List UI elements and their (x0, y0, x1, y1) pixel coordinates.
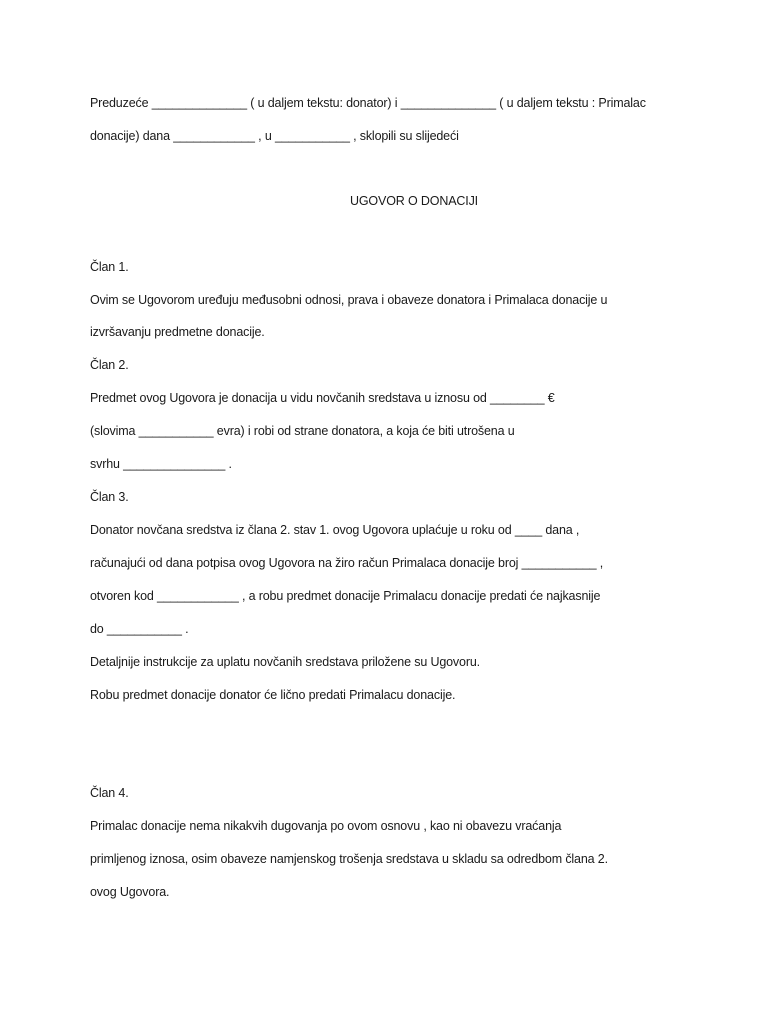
clan-3-heading: Član 3. (90, 490, 129, 504)
clan-4-heading: Član 4. (90, 786, 129, 800)
clan-2-line: Predmet ovog Ugovora je donacija u vidu novčanih sredstava u iznosu od ________ € (90, 391, 555, 405)
clan-2-heading: Član 2. (90, 358, 129, 372)
clan-2-line: (slovima ___________ evra) i robi od strane donatora, a koja će biti utrošena u (90, 424, 515, 438)
intro-line-2: donacije) dana ____________ , u ___________ , sklopili su slijedeći (90, 129, 459, 143)
clan-3-line: do ___________ . (90, 622, 189, 636)
clan-4-line: Primalac donacije nema nikakvih dugovanja po ovom osnovu , kao ni obavezu vraćanja (90, 819, 562, 833)
clan-1-line: Ovim se Ugovorom uređuju međusobni odnosi, prava i obaveze donatora i Primalaca donacije u (90, 293, 608, 307)
intro-line-1: Preduzeće ______________ ( u daljem tekstu: donator) i ______________ ( u daljem tekstu : Primalac (90, 96, 646, 110)
clan-3-line: računajući od dana potpisa ovog Ugovora na žiro račun Primalaca donacije broj ___________ , (90, 556, 604, 570)
clan-3-line: Robu predmet donacije donator će lično predati Primalacu donacije. (90, 688, 456, 702)
clan-1-heading: Član 1. (90, 260, 129, 274)
clan-3-line: Donator novčana sredstva iz člana 2. stav 1. ovog Ugovora uplaćuje u roku od ____ dana , (90, 523, 580, 537)
clan-4-line: ovog Ugovora. (90, 885, 170, 899)
clan-3-line: otvoren kod ____________ , a robu predmet donacije Primalacu donacije predati će najkasnije (90, 589, 601, 603)
clan-4-line: primljenog iznosa, osim obaveze namjenskog trošenja sredstava u skladu sa odredbom člana 2. (90, 852, 608, 866)
document-title: UGOVOR O DONACIJI (349, 194, 479, 208)
clan-1-line: izvršavanju predmetne donacije. (90, 325, 265, 339)
clan-2-line: svrhu _______________ . (90, 457, 232, 471)
clan-3-line: Detaljnije instrukcije za uplatu novčanih sredstava priložene su Ugovoru. (90, 655, 480, 669)
